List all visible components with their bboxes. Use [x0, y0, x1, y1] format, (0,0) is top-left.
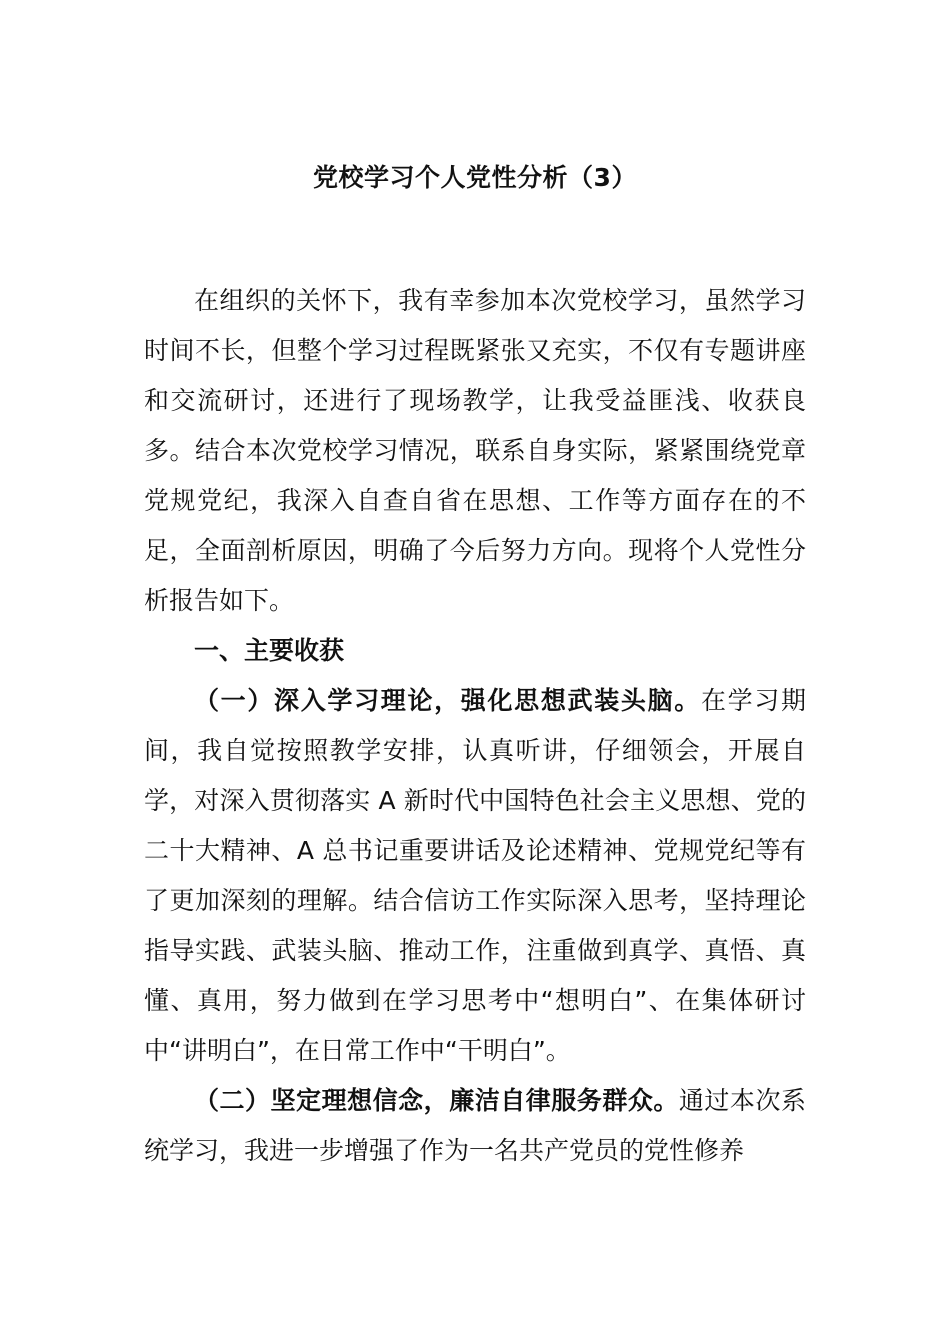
item-2-text: 通过本次系统学习，我进一步增强了作为一名共产党员的党性修养 [144, 1086, 806, 1165]
item-2-lead: （二）坚定理想信念，廉洁自律服务群众。 [194, 1086, 679, 1115]
item-1-text: 在学习期间，我自觉按照教学安排，认真听讲，仔细领会，开展自学，对深入贯彻落实 A 新时代中国特色社会主义思想、党的二十大精神、A 总书记重要讲话及论述精神、党规党纪等有了更加深刻的理解。结合信访工作实际深入思考，坚持理论指导实践、武装头脑、推动工作，注重做到真学、真悟、真懂、真用，努力做到在学习思考中“想明白”、在集体研讨中“讲明白”，在日常工作中“干明白”。 [144, 686, 806, 1065]
item-paragraph-1 [144, 676, 806, 1076]
document-title: 党校学习个人党性分析（3） [313, 163, 637, 192]
item-1-lead: （一）深入学习理论，强化思想武装头脑。 [194, 686, 701, 715]
item-paragraph-2 [144, 1076, 806, 1176]
section-heading-main-gains: 一、主要收获 [194, 636, 345, 665]
intro-paragraph: 在组织的关怀下，我有幸参加本次党校学习，虽然学习时间不长，但整个学习过程既紧张又充实，不仅有专题讲座和交流研讨，还进行了现场教学，让我受益匪浅、收获良多。结合本次党校学习情况，联系自身实际，紧紧围绕党章党规党纪，我深入自查自省在思想、工作等方面存在的不足，全面剖析原因，明确了今后努力方向。现将个人党性分析报告如下。 [144, 286, 806, 615]
document-body [144, 276, 806, 1176]
